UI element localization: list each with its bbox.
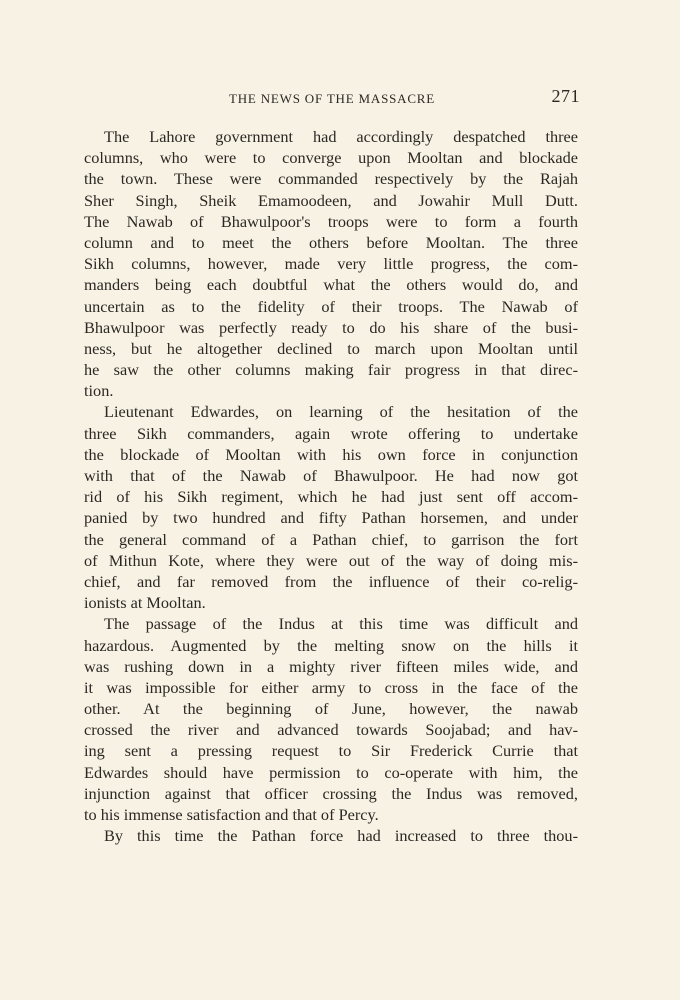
- text-line: column and to meet the others before Mooltan. The three: [84, 232, 578, 252]
- text-line: the general command of a Pathan chief, to garrison the fort: [84, 529, 578, 549]
- text-line: Sher Singh, Sheik Emamoodeen, and Jowahir Mull Dutt.: [84, 190, 578, 210]
- text-line: injunction against that officer crossing the Indus was removed,: [84, 783, 578, 803]
- text-line: three Sikh commanders, again wrote offering to undertake: [84, 423, 578, 443]
- text-line: hazardous. Augmented by the melting snow on the hills it: [84, 635, 578, 655]
- text-line: Sikh columns, however, made very little progress, the com-: [84, 254, 578, 274]
- text-line: of Mithun Kote, where they were out of the way of doing mis-: [84, 550, 578, 570]
- text-line: uncertain as to the fidelity of their troops. The Nawab of: [84, 296, 578, 316]
- text-line: with that of the Nawab of Bhawulpoor. He had now got: [84, 466, 578, 485]
- text-line: ness, but he altogether declined to march upon Mooltan until: [84, 338, 578, 358]
- text-line: By this time the Pathan force had increased to three thou-: [104, 826, 578, 846]
- text-line: was rushing down in a mighty river fifteen miles wide, and: [84, 656, 578, 676]
- text-line: to his immense satisfaction and that of Percy.: [84, 805, 379, 824]
- text-line: crossed the river and advanced towards Soojabad; and hav-: [84, 720, 578, 740]
- text-line: panied by two hundred and fifty Pathan horsemen, and under: [84, 508, 578, 528]
- text-line: The passage of the Indus at this time was difficult and: [104, 614, 578, 634]
- body-text: [84, 126, 578, 846]
- text-line: it was impossible for either army to cross in the face of the: [84, 677, 578, 697]
- text-line: The Nawab of Bhawulpoor's troops were to form a fourth: [84, 211, 578, 231]
- text-line: ing sent a pressing request to Sir Frederick Currie that: [84, 741, 578, 761]
- page-number: 271: [551, 86, 580, 106]
- text-line: other. At the beginning of June, however, the nawab: [84, 699, 578, 719]
- text-line: The Lahore government had accordingly despatched three: [104, 127, 578, 146]
- text-line: the blockade of Mooltan with his own force in conjunction: [84, 444, 578, 464]
- text-line: columns, who were to converge upon Mooltan and blockade: [84, 148, 578, 168]
- running-title: THE NEWS OF THE MASSACRE: [228, 91, 436, 106]
- text-line: Lieutenant Edwardes, on learning of the hesitation of the: [104, 402, 578, 422]
- text-line: Edwardes should have permission to co-operate with him, the: [84, 762, 578, 782]
- running-head: [84, 82, 580, 112]
- text-line: chief, and far removed from the influence of their co-relig-: [84, 571, 578, 591]
- text-line: tion.: [84, 381, 114, 401]
- text-line: rid of his Sikh regiment, which he had just sent off accom-: [84, 487, 578, 507]
- text-line: the town. These were commanded respectively by the Rajah: [84, 169, 578, 189]
- text-line: ionists at Mooltan.: [84, 593, 206, 613]
- text-line: he saw the other columns making fair progress in that direc-: [84, 360, 578, 380]
- text-line: Bhawulpoor was perfectly ready to do his share of the busi-: [84, 317, 578, 337]
- text-line: manders being each doubtful what the others would do, and: [84, 275, 578, 295]
